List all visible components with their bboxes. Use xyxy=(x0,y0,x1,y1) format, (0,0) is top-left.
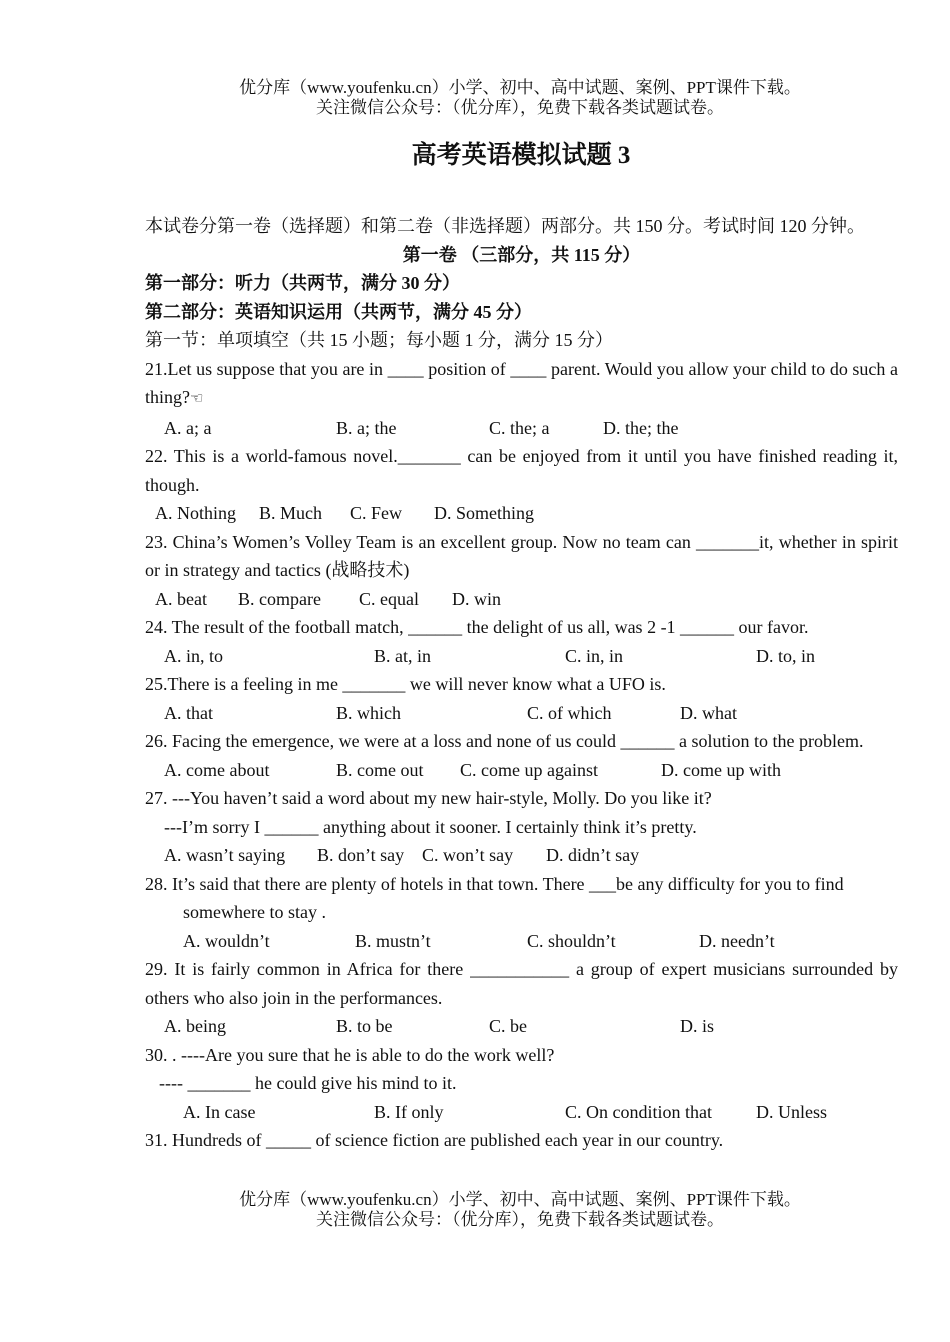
question-29-stem: 29. It is fairly common in Africa for there ___________ a group of expert musicians surrounded by others who also join in the performances. xyxy=(145,959,898,1008)
question-28-line-2: somewhere to stay . xyxy=(183,902,326,922)
option-b: B. to be xyxy=(336,1016,393,1036)
exam-content xyxy=(145,212,898,1155)
option-a: A. in, to xyxy=(164,645,224,666)
question-30-options xyxy=(145,1098,898,1127)
option-b: B. don’t say xyxy=(317,845,405,865)
question-24-stem: 24. The result of the football match, ______ the delight of us all, was 2 -1 ______ our favor. xyxy=(145,617,809,637)
option-c: C. come up against xyxy=(460,759,598,780)
option-c: C. On condition that xyxy=(565,1101,712,1122)
option-a: A. In case xyxy=(183,1101,256,1122)
option-c: C. in, in xyxy=(565,645,624,666)
question-26-stem: 26. Facing the emergence, we were at a loss and none of us could ______ a solution to the problem. xyxy=(145,731,864,751)
option-d: D. the; the xyxy=(603,417,679,438)
question-26-options xyxy=(145,756,898,785)
option-d: D. is xyxy=(680,1016,715,1036)
exam-title: 高考英语模拟试题 3 xyxy=(411,142,631,169)
option-b: B. at, in xyxy=(374,645,431,666)
option-b: B. If only xyxy=(374,1101,444,1122)
option-d: D. didn’t say xyxy=(546,845,640,865)
option-b: B. Much xyxy=(259,503,322,523)
option-b: B. compare xyxy=(238,588,321,609)
question-25-stem: 25.There is a feeling in me _______ we will never know what a UFO is. xyxy=(145,674,666,694)
option-d: D. come up with xyxy=(661,759,781,780)
question-24-options xyxy=(145,642,898,671)
option-d: D. to, in xyxy=(756,645,816,666)
option-a: A. a; a xyxy=(164,417,212,438)
option-d: D. what xyxy=(680,702,737,723)
question-21-stem: 21.Let us suppose that you are in ____ position of ____ parent. Would you allow your child to do such a thing? xyxy=(145,358,898,407)
question-23-options xyxy=(145,585,898,614)
option-b: B. come out xyxy=(336,759,424,780)
option-a: A. wouldn’t xyxy=(183,930,270,951)
question-21 xyxy=(145,355,898,414)
option-a: A. beat xyxy=(155,588,207,609)
option-b: B. which xyxy=(336,702,401,723)
site-footer-line-2: 关注微信公众号：（优分库），免费下载各类试题试卷。 xyxy=(316,1210,724,1229)
question-28-options xyxy=(145,927,898,956)
question-23-stem: 23. China’s Women’s Volley Team is an excellent group. Now no team can _______it, whether in spirit or in strategy and tactics (战略技术) xyxy=(145,531,898,580)
question-25-options xyxy=(145,699,898,728)
option-c: C. the; a xyxy=(489,417,550,438)
question-22-stem: 22. This is a world-famous novel._______ can be enjoyed from it until you have finished reading it, though. xyxy=(145,446,898,495)
site-footer-line-1: 优分库（www.youfenku.cn）小学、初中、高中试题、案例、PPT课件下载。 xyxy=(239,1190,801,1209)
option-a: A. that xyxy=(164,702,213,723)
question-29-options xyxy=(145,1012,898,1041)
question-27-options xyxy=(145,841,898,870)
part-2-heading: 第二部分：英语知识运用（共两节，满分 45 分） xyxy=(145,301,532,322)
question-27-line-2: ---I’m sorry I ______ anything about it sooner. I certainly think it’s pretty. xyxy=(164,816,697,837)
question-21-options xyxy=(145,414,898,443)
section-1-heading: 第一节：单项填空（共 15 小题；每小题 1 分，满分 15 分） xyxy=(145,330,613,350)
option-c: C. won’t say xyxy=(422,845,514,865)
option-d: D. win xyxy=(452,588,501,609)
question-22-options xyxy=(145,499,898,528)
option-a: A. wasn’t saying xyxy=(164,845,286,865)
part-1-heading: 第一部分：听力（共两节，满分 30 分） xyxy=(145,273,460,293)
option-a: A. Nothing xyxy=(155,503,236,523)
question-27-line-1: 27. ---You haven’t said a word about my new hair-style, Molly. Do you like it? xyxy=(145,788,712,808)
question-28-line-1: 28. It’s said that there are plenty of hotels in that town. There ___be any difficulty for you to find xyxy=(145,873,844,894)
site-header-line-1: 优分库（www.youfenku.cn）小学、初中、高中试题、案例、PPT课件下载。 xyxy=(239,78,801,97)
option-d: D. Something xyxy=(434,503,535,523)
option-d: D. Unless xyxy=(756,1101,827,1122)
option-c: C. of which xyxy=(527,702,612,723)
option-a: A. come about xyxy=(164,759,270,780)
site-header-line-2: 关注微信公众号：（优分库），免费下载各类试题试卷。 xyxy=(316,98,724,117)
question-31-stem: 31. Hundreds of _____ of science fiction are published each year in our country. xyxy=(145,1130,724,1150)
question-30-line-2: ---- _______ he could give his mind to it. xyxy=(159,1073,457,1093)
option-b: B. mustn’t xyxy=(355,930,431,951)
question-30-line-1: 30. . ----Are you sure that he is able to do the work well? xyxy=(145,1044,555,1065)
hand-pointer-icon: ☜ xyxy=(190,391,204,407)
option-c: C. Few xyxy=(350,503,403,523)
option-d: D. needn’t xyxy=(699,930,775,951)
option-a: A. being xyxy=(164,1016,226,1036)
option-c: C. shouldn’t xyxy=(527,930,616,951)
option-c: C. be xyxy=(489,1016,527,1036)
option-b: B. a; the xyxy=(336,417,397,438)
exam-intro: 本试卷分第一卷（选择题）和第二卷（非选择题）两部分。共 150 分。考试时间 120 分钟。 xyxy=(145,216,865,236)
option-c: C. equal xyxy=(359,588,419,609)
volume-1-heading: 第一卷 （三部分，共 115 分） xyxy=(402,244,641,265)
